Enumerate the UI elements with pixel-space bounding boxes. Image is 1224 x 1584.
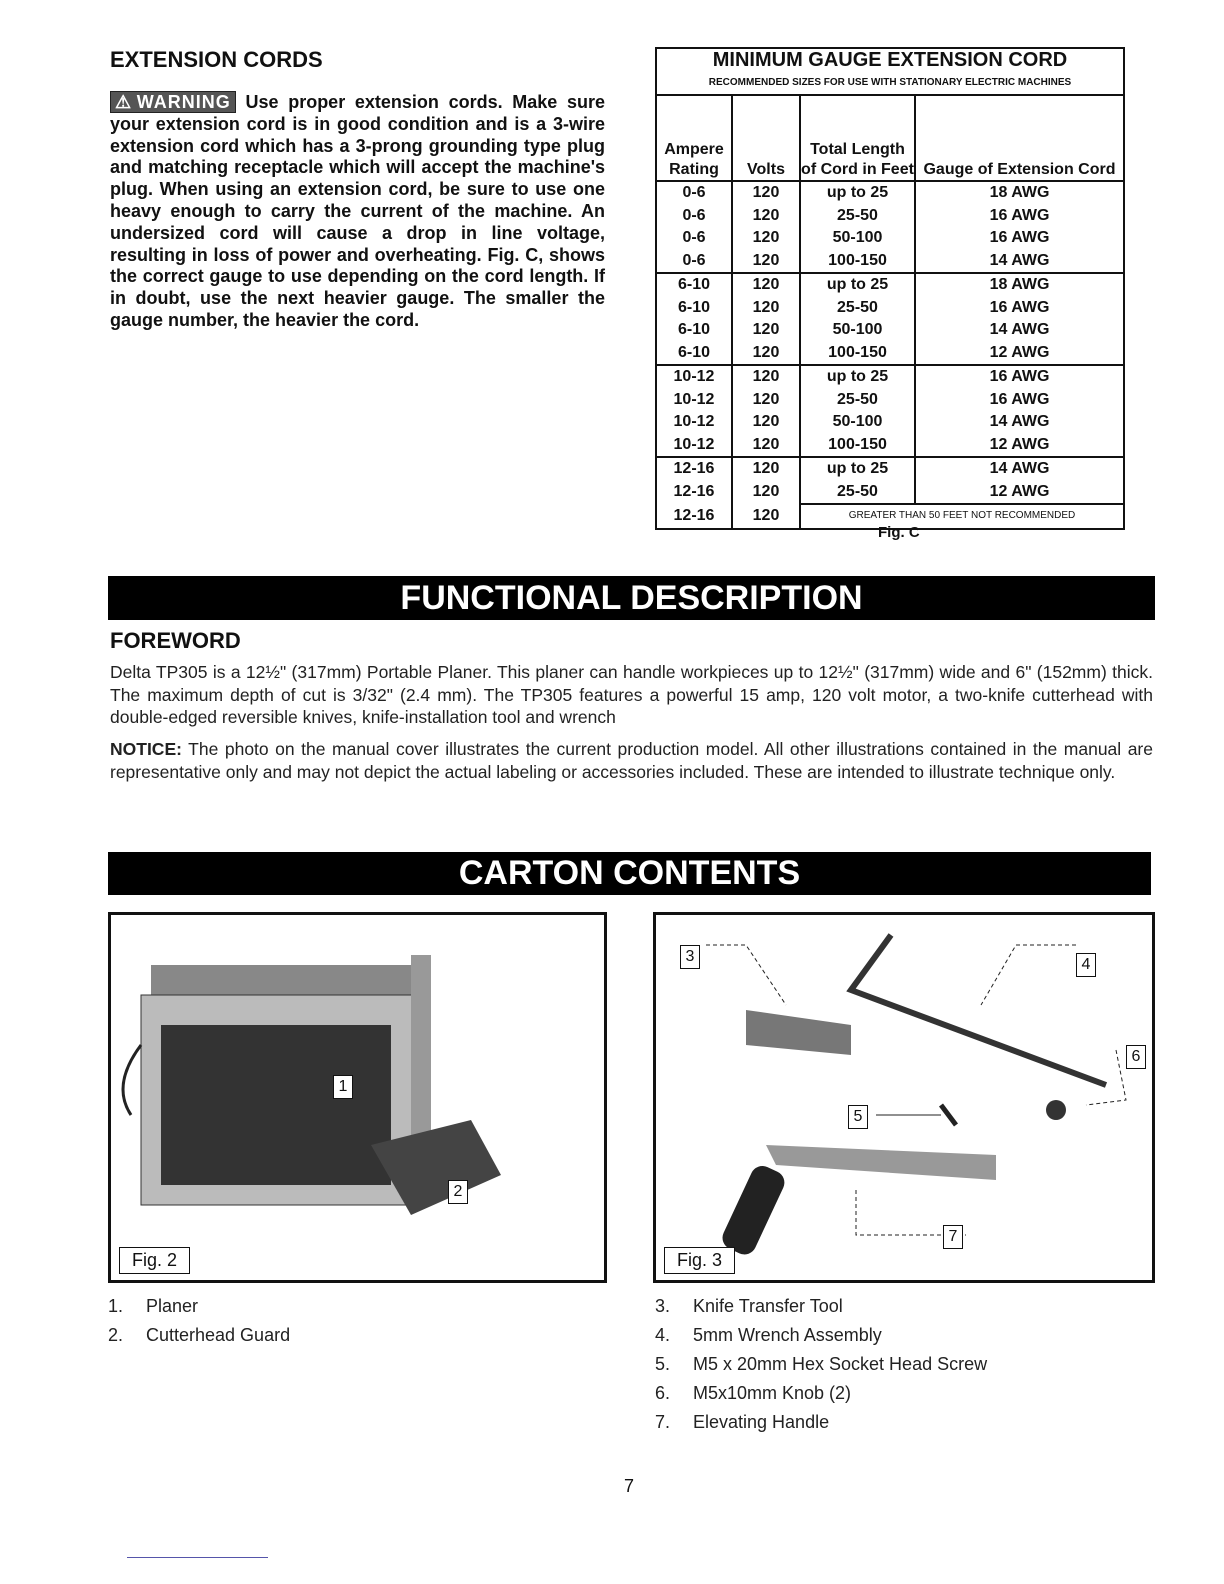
- callout-1: 1: [333, 1075, 353, 1099]
- cell: up to 25: [800, 181, 915, 205]
- list-item: [108, 1296, 290, 1325]
- cell: 120: [732, 273, 800, 297]
- cell: 120: [732, 297, 800, 320]
- cell: 25-50: [800, 481, 915, 505]
- cell: 25-50: [800, 389, 915, 412]
- extension-cords-heading: EXTENSION CORDS: [110, 47, 323, 72]
- item-text: Cutterhead Guard: [146, 1325, 291, 1345]
- figure-3: [653, 912, 1155, 1283]
- col-ampere: Ampere Rating: [656, 95, 732, 181]
- table-row: [656, 205, 1124, 228]
- item-number: 3.: [655, 1296, 671, 1316]
- cell: up to 25: [800, 457, 915, 481]
- item-text: Elevating Handle: [693, 1412, 830, 1432]
- item-text: 5mm Wrench Assembly: [693, 1325, 882, 1345]
- planer-illustration: [111, 915, 604, 1280]
- callout-5: 5: [848, 1105, 868, 1129]
- cell: 120: [732, 481, 800, 505]
- cell: 10-12: [656, 411, 732, 434]
- cell: 6-10: [656, 297, 732, 320]
- cell: 120: [732, 319, 800, 342]
- cell: 6-10: [656, 273, 732, 297]
- foreword-text: Delta TP305 is a 12½" (317mm) Portable Planer. This planer can handle workpieces up to 12½" (317mm) wide and 6" (152mm) thick. The maximum depth of cut is 3/32" (2.4 mm). The TP305 features a powerful 15 amp, 120 volt motor, a two-knife cutterhead with double-edged reversible knives, knife-installation tool and wrench: [110, 662, 1153, 727]
- cell: 25-50: [800, 297, 915, 320]
- col-volts: Volts: [732, 95, 800, 181]
- table-subtitle: RECOMMENDED SIZES FOR USE WITH STATIONARY ELECTRIC MACHINES: [656, 72, 1124, 96]
- cell: 18 AWG: [915, 181, 1124, 205]
- cell: 120: [732, 457, 800, 481]
- col-length: Total Length of Cord in Feet: [800, 95, 915, 181]
- table-row: [656, 365, 1124, 389]
- table-title: MINIMUM GAUGE EXTENSION CORD: [656, 48, 1124, 72]
- table-row: [656, 411, 1124, 434]
- cell: 120: [732, 389, 800, 412]
- cell: 10-12: [656, 434, 732, 458]
- callout-7: 7: [943, 1225, 963, 1249]
- cell: 120: [732, 434, 800, 458]
- cell: 0-6: [656, 227, 732, 250]
- callout-4: 4: [1076, 953, 1096, 977]
- item-text: M5 x 20mm Hex Socket Head Screw: [693, 1354, 988, 1374]
- divider: [127, 1557, 268, 1558]
- list-item: [655, 1354, 987, 1383]
- carton-contents-banner: CARTON CONTENTS: [108, 852, 1151, 895]
- list-item: [655, 1296, 987, 1325]
- cell: 12-16: [656, 457, 732, 481]
- table-row: [656, 457, 1124, 481]
- cell: 18 AWG: [915, 273, 1124, 297]
- table-row: [656, 250, 1124, 274]
- cell: up to 25: [800, 365, 915, 389]
- table-row: [656, 297, 1124, 320]
- cell: 10-12: [656, 365, 732, 389]
- warning-text: Use proper extension cords. Make sure your extension cord is in good condition and is a 3-wire extension cord which has a 3-prong grounding type plug and matching receptacle which will accept the machine's plug. When using an extension cord, be sure to use one heavy enough to carry the current of the machine. An undersized cord will cause a drop in line voltage, resulting in loss of power and overheating. Fig. C, shows the correct gauge to use depending on the cord length. If in doubt, use the next heavier gauge. The smaller the gauge number, the heavier the cord.: [110, 92, 605, 330]
- cell: 16 AWG: [915, 389, 1124, 412]
- table-row: [656, 273, 1124, 297]
- cell: 120: [732, 227, 800, 250]
- warning-label: ⚠WARNING: [110, 91, 236, 113]
- list-item: [655, 1412, 987, 1441]
- cell: 16 AWG: [915, 227, 1124, 250]
- cell: 14 AWG: [915, 250, 1124, 274]
- item-number: 4.: [655, 1325, 671, 1345]
- cell: 12-16: [656, 481, 732, 505]
- cell: 16 AWG: [915, 297, 1124, 320]
- item-number: 1.: [108, 1296, 124, 1316]
- item-number: 2.: [108, 1325, 124, 1345]
- notice-label: NOTICE:: [110, 739, 182, 759]
- cell: 120: [732, 205, 800, 228]
- cell: 0-6: [656, 205, 732, 228]
- notice-body: The photo on the manual cover illustrates the current production model. All other illustrations contained in the manual are representative only and may not depict the actual labeling or accessories included. These are intended to illustrate technique only.: [110, 739, 1153, 782]
- cell: 6-10: [656, 319, 732, 342]
- fig-2-label: Fig. 2: [119, 1247, 190, 1274]
- table-row: [656, 342, 1124, 366]
- cell: 100-150: [800, 250, 915, 274]
- item-text: Planer: [146, 1296, 199, 1316]
- item-text: M5x10mm Knob (2): [693, 1383, 852, 1403]
- callout-6: 6: [1126, 1045, 1146, 1069]
- cell: 100-150: [800, 434, 915, 458]
- cell: 120: [732, 365, 800, 389]
- extension-cord-table: [655, 47, 1125, 530]
- page-number: 7: [624, 1476, 635, 1496]
- list-item: [108, 1325, 290, 1354]
- list-item: [655, 1325, 987, 1354]
- cell: 0-6: [656, 250, 732, 274]
- foreword-heading: FOREWORD: [110, 628, 241, 653]
- cell: 50-100: [800, 319, 915, 342]
- fig-3-label: Fig. 3: [664, 1247, 735, 1274]
- right-parts-list: [655, 1296, 987, 1441]
- cell: 12 AWG: [915, 342, 1124, 366]
- cell: 100-150: [800, 342, 915, 366]
- cell: 25-50: [800, 205, 915, 228]
- cell: 12 AWG: [915, 481, 1124, 505]
- cell: 14 AWG: [915, 319, 1124, 342]
- fig-c-caption: Fig. C: [878, 524, 920, 541]
- functional-description-banner: FUNCTIONAL DESCRIPTION: [108, 576, 1155, 620]
- item-number: 5.: [655, 1354, 671, 1374]
- table-row: [656, 227, 1124, 250]
- cell: 6-10: [656, 342, 732, 366]
- cell: 120: [732, 342, 800, 366]
- extension-cords-warning: [110, 92, 605, 332]
- figure-2: [108, 912, 607, 1283]
- cell: 120: [732, 250, 800, 274]
- notice-text: [110, 738, 1153, 783]
- list-item: [655, 1383, 987, 1412]
- cell: 10-12: [656, 389, 732, 412]
- cell: 120: [732, 504, 800, 529]
- cell: 14 AWG: [915, 457, 1124, 481]
- cell: 12-16: [656, 504, 732, 529]
- item-number: 6.: [655, 1383, 671, 1403]
- cell: 50-100: [800, 227, 915, 250]
- table-row: [656, 434, 1124, 458]
- cell: 0-6: [656, 181, 732, 205]
- cell: 14 AWG: [915, 411, 1124, 434]
- table-row: [656, 389, 1124, 412]
- cell: GREATER THAN 50 FEET NOT RECOMMENDED: [800, 504, 1124, 529]
- cell: 12 AWG: [915, 434, 1124, 458]
- table-row: [656, 181, 1124, 205]
- cell: 16 AWG: [915, 205, 1124, 228]
- item-text: Knife Transfer Tool: [693, 1296, 843, 1316]
- cell: 120: [732, 181, 800, 205]
- table-row: [656, 319, 1124, 342]
- cell: 50-100: [800, 411, 915, 434]
- cell: 16 AWG: [915, 365, 1124, 389]
- left-parts-list: [108, 1296, 290, 1354]
- table-row: [656, 481, 1124, 505]
- item-number: 7.: [655, 1412, 671, 1432]
- callout-2: 2: [448, 1180, 468, 1204]
- cell: up to 25: [800, 273, 915, 297]
- cell: 120: [732, 411, 800, 434]
- col-gauge: Gauge of Extension Cord: [915, 95, 1124, 181]
- callout-3: 3: [680, 945, 700, 969]
